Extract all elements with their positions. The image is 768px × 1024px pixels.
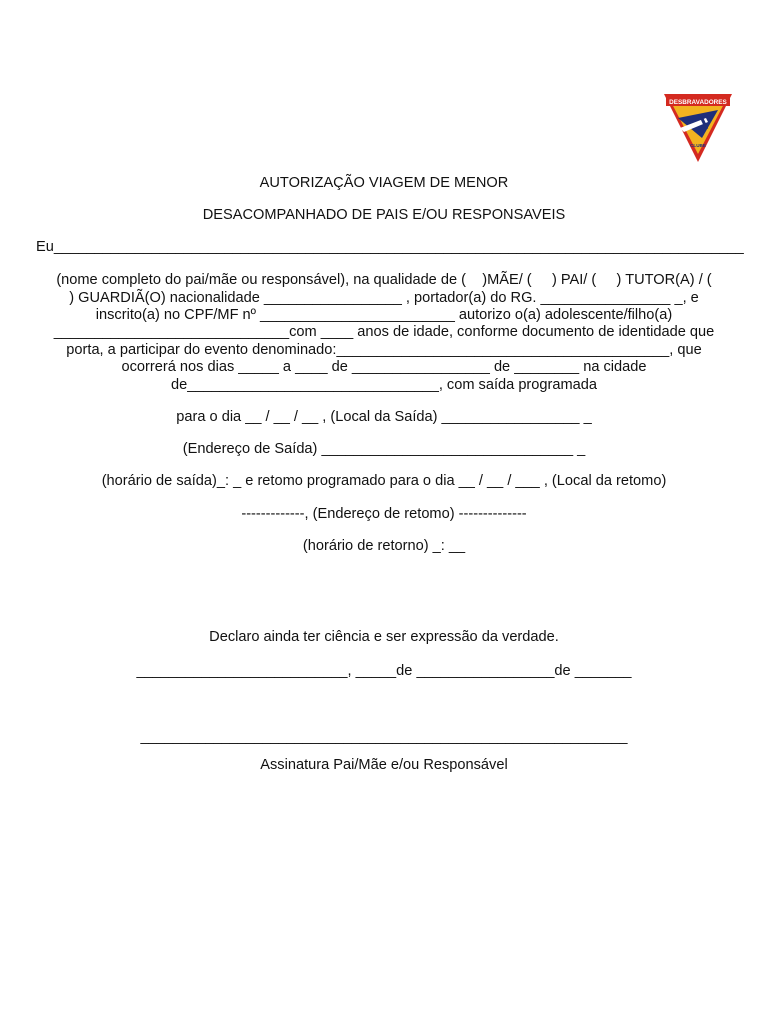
body-line: (nome completo do pai/mãe ou responsável), na qualidade de ( )MÃE/ ( ) PAI/ ( ) TUTOR(A) / ( [56,272,712,288]
signature-line: ____________________________________________________________ [140,729,628,745]
logo-bottom-text: CLUBE [690,143,706,148]
date-place-line: __________________________, _____de _________________de _______ [136,663,632,679]
signature-label: Assinatura Pai/Mãe e/ou Responsável [260,757,508,773]
body-line: _____________________________com ____ anos de idade, conforme documento de identidade que [53,324,715,340]
body-line-name: Eu_____________________________________________________________________________________ [36,239,744,255]
body-line: ocorrerá nos dias _____ a ____ de _________________ de ________ na cidade [121,359,647,375]
return-time-line: (horário de retorno) _: __ [302,538,466,554]
pathfinder-logo [662,92,734,164]
departure-date-line: para o dia __ / __ / __ , (Local da Saída) _________________ _ [176,409,592,425]
body-line: de_______________________________, com saída programada [170,377,598,393]
document-title: AUTORIZAÇÃO VIAGEM DE MENOR [259,175,509,191]
body-line: inscrito(a) no CPF/MF nº ________________________ autorizo o(a) adolescente/filho(a) [95,307,673,323]
return-address-line: -------------, (Endereço de retomo) -------------- [241,506,527,522]
document-subtitle: DESACOMPANHADO DE PAIS E/OU RESPONSAVEIS [202,207,566,223]
body-line: porta, a participar do evento denominado:_________________________________________, que [66,342,702,358]
departure-address-line: (Endereço de Saída) _______________________________ _ [182,441,586,457]
logo-banner-text: DESBRAVADORES [669,99,727,106]
declaration-text: Declaro ainda ter ciência e ser expressão da verdade. [209,629,559,645]
departure-time-line: (horário de saída)_: _ e retomo programado para o dia __ / __ / ___ , (Local da retomo) [101,473,667,489]
body-line: ) GUARDIÃ(O) nacionalidade _________________ , portador(a) do RG. ________________ _, e [69,290,699,306]
